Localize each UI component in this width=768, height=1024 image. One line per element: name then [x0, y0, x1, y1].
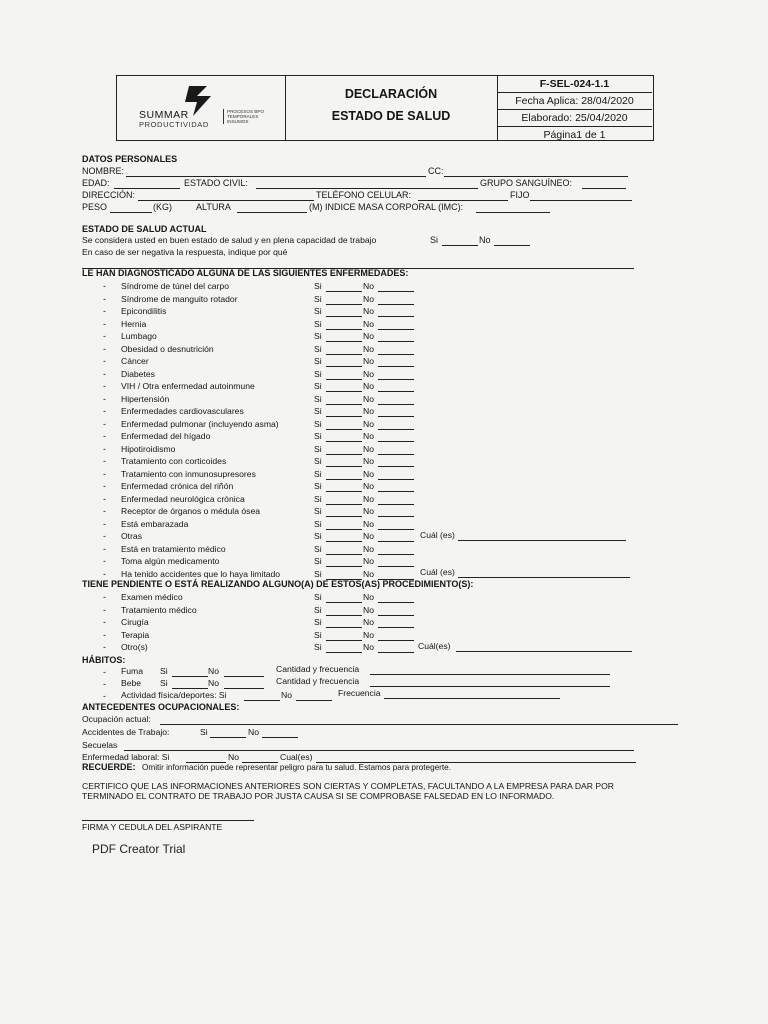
enfermedades-no-field[interactable] [378, 516, 414, 517]
procedimientos-no-field[interactable] [378, 602, 414, 603]
cual-otras-field[interactable] [458, 540, 626, 541]
secuelas-label: Secuelas [82, 740, 118, 750]
elaborado: Elaborado: 25/04/2020 [497, 110, 652, 127]
enfermedades-si-field[interactable] [326, 366, 362, 367]
enfermedades-no-label: No [363, 418, 374, 429]
bullet: - [103, 293, 106, 304]
procedimientos-item-label: Examen médico [121, 592, 183, 602]
meta-cell [497, 76, 652, 140]
enfermedades-si-field[interactable] [326, 566, 362, 567]
procedimientos-si-field[interactable] [326, 652, 362, 653]
enfermedades-no-label: No [363, 518, 374, 529]
enfermedades-item-label: Está embarazada [121, 518, 189, 529]
enfermedades-item-label: Está en tratamiento médico [121, 543, 226, 554]
bullet: - [103, 568, 106, 579]
pagina: Página1 de 1 [543, 129, 606, 141]
enfermedades-item-label: Otras [121, 531, 143, 541]
telefono-field[interactable] [418, 200, 508, 201]
cc-field[interactable] [444, 176, 628, 177]
accidentes-no-field[interactable] [262, 737, 298, 738]
edad-label: EDAD: [82, 178, 110, 188]
actividad-frecuencia: Frecuencia [338, 688, 381, 698]
enfermedades-item-label: Hernia [121, 318, 147, 329]
procedimientos-item-label: Terapia [121, 629, 150, 640]
enfermedades-no-field[interactable] [378, 479, 414, 480]
actividad-no: No [281, 690, 292, 700]
kg-label: (KG) [153, 202, 172, 212]
bullet: - [103, 531, 106, 541]
bullet: - [103, 543, 106, 554]
enfermedades-item-label: Hipertensión [121, 393, 170, 404]
estado-si-field[interactable] [442, 245, 478, 246]
enfermedades-item-label: Hipotiroidismo [121, 443, 176, 454]
enfermedades-no-label: No [363, 293, 374, 304]
doc-title-2: ESTADO DE SALUD [331, 109, 451, 123]
procedimientos-si-label: Si [314, 604, 322, 615]
enfermedades-item-label: Receptor de órganos o médula ósea [121, 506, 261, 516]
procedimientos-no-label: No [363, 617, 374, 627]
secuelas-field[interactable] [124, 750, 634, 751]
firma-label: FIRMA Y CEDULA DEL ASPIRANTE [82, 822, 223, 832]
enfermedades-no-label: No [363, 443, 374, 454]
enfermedades-no-label: No [363, 343, 374, 354]
procedimientos-item-label: Tratamiento médico [121, 604, 197, 615]
enfermedades-si-field[interactable] [326, 554, 362, 555]
procedimientos-si-field[interactable] [326, 615, 362, 616]
enf-laboral-no: No [228, 752, 239, 762]
enfermedades-si-label: Si [314, 531, 322, 541]
enfermedades-no-label: No [363, 493, 374, 504]
estado-heading: ESTADO DE SALUD ACTUAL [82, 224, 207, 234]
doc-title-1: DECLARACIÓN [344, 87, 438, 101]
bebe-no-field[interactable] [224, 688, 264, 689]
enfermedades-no-field[interactable] [378, 316, 414, 317]
bullet: - [103, 281, 106, 291]
enfermedades-item-label: Enfermedad neurológica crónica [121, 493, 245, 504]
enfermedades-item-label: Enfermedad del hígado [121, 431, 211, 441]
procedimientos-no-field[interactable] [378, 615, 414, 616]
bullet: - [103, 506, 106, 516]
proc-cual-label: Cuál(es) [418, 641, 451, 651]
enfermedades-no-label: No [363, 368, 374, 379]
bullet: - [103, 468, 106, 479]
recuerde-label: RECUERDE: [82, 762, 136, 772]
procedimientos-no-label: No [363, 592, 374, 602]
enfermedades-no-field[interactable] [378, 466, 414, 467]
procedimientos-si-label: Si [314, 617, 322, 627]
actividad-no-field[interactable] [296, 700, 332, 701]
procedimientos-si-field[interactable] [326, 627, 362, 628]
enfermedades-si-field[interactable] [326, 329, 362, 330]
enfermedades-si-label: Si [314, 293, 322, 304]
imc-field[interactable] [476, 212, 550, 213]
enfermedades-no-label: No [363, 556, 374, 566]
procedimientos-si-label: Si [314, 642, 322, 652]
accidentes-no: No [248, 727, 259, 737]
certifico-line-1: CERTIFICO QUE LAS INFORMACIONES ANTERIORES SON CIERTAS Y COMPLETAS, FACULTANDO A LA EMPRESA PARA DAR POR [82, 781, 614, 791]
enfermedades-item-label: Síndrome de manguito rotador [121, 293, 238, 304]
enfermedades-item-label: Lumbago [121, 331, 157, 341]
enfermedades-item-label: Toma algún medicamento [121, 556, 220, 566]
enfermedades-si-label: Si [314, 381, 322, 391]
nombre-field[interactable] [126, 176, 426, 177]
altura-field[interactable] [237, 212, 307, 213]
accidentes-label: Accidentes de Trabajo: [82, 727, 170, 737]
enfermedades-item-label: Tratamiento con inmunosupresores [121, 468, 256, 479]
procedimientos-no-field[interactable] [378, 640, 414, 641]
enfermedades-heading: LE HAN DIAGNOSTICADO ALGUNA DE LAS SIGUIENTES ENFERMEDADES: [82, 268, 409, 278]
enfermedades-no-field[interactable] [378, 541, 414, 542]
enfermedades-si-label: Si [314, 368, 322, 379]
fijo-label: FIJO [510, 190, 530, 200]
enfermedades-no-field[interactable] [378, 566, 414, 567]
imc-label: (M) INDICE MASA CORPORAL (IMC): [309, 202, 464, 212]
certifico-line-2: TERMINADO EL CONTRATO DE TRABAJO POR JUSTA CAUSA SI SE COMPROBASE FALSEDAD EN LO INFORMADO. [82, 791, 555, 801]
enfermedades-no-label: No [363, 543, 374, 554]
bebe-label: Bebe [121, 678, 142, 688]
enfermedades-no-label: No [363, 306, 374, 316]
fuma-cantidad: Cantidad y frecuencia [276, 664, 360, 674]
enfermedades-no-field[interactable] [378, 491, 414, 492]
enfermedades-si-label: Si [314, 468, 322, 479]
enfermedades-si-field[interactable] [326, 491, 362, 492]
enfermedades-no-field[interactable] [378, 441, 414, 442]
fecha-aplica: Fecha Aplica: 28/04/2020 [497, 93, 652, 110]
fuma-cantidad-field[interactable] [370, 674, 610, 675]
estado-no: No [479, 235, 491, 245]
bullet: - [103, 306, 106, 316]
enfermedades-si-label: Si [314, 543, 322, 554]
enfermedades-no-label: No [363, 393, 374, 404]
enfermedades-si-field[interactable] [326, 504, 362, 505]
enfermedades-no-label: No [363, 468, 374, 479]
enfermedades-si-label: Si [314, 506, 322, 516]
actividad-frecuencia-field[interactable] [384, 698, 560, 699]
bullet: - [103, 418, 106, 429]
grupo-field[interactable] [582, 188, 626, 189]
procedimientos-no-label: No [363, 604, 374, 615]
enfermedades-si-label: Si [314, 556, 322, 566]
enfermedades-si-label: Si [314, 481, 322, 491]
accidentes-si-field[interactable] [210, 737, 246, 738]
bullet: - [103, 617, 106, 627]
bullet: - [103, 667, 106, 677]
enfermedades-si-label: Si [314, 443, 322, 454]
telefono-label: TELÉFONO CELULAR: [316, 190, 412, 200]
procedimientos-si-field[interactable] [326, 602, 362, 603]
enfermedades-no-field[interactable] [378, 366, 414, 367]
procedimientos-no-label: No [363, 629, 374, 640]
enfermedades-no-label: No [363, 406, 374, 416]
fuma-label: Fuma [121, 666, 143, 676]
enfermedades-si-label: Si [314, 406, 322, 416]
company-name-2: PRODUCTIVIDAD [139, 120, 209, 129]
enfermedades-no-label: No [363, 456, 374, 466]
company-name: SUMMAR [139, 109, 189, 121]
enfermedades-no-field[interactable] [378, 354, 414, 355]
cual-accidentes-field[interactable] [458, 577, 630, 578]
actividad-label: Actividad física/deportes: Si [121, 690, 227, 700]
fuma-no: No [208, 666, 219, 676]
enfermedades-item-label: Enfermedad crónica del riñón [121, 481, 234, 491]
bullet: - [103, 518, 106, 529]
procedimientos-no-label: No [363, 642, 374, 652]
enfermedades-no-field[interactable] [378, 379, 414, 380]
procedimientos-si-field[interactable] [326, 640, 362, 641]
grupo-label: GRUPO SANGUÍNEO: [480, 178, 573, 188]
enfermedad-laboral-label: Enfermedad laboral: Si [82, 752, 170, 762]
nombre-label: NOMBRE: [82, 166, 125, 176]
enfermedades-no-field[interactable] [378, 429, 414, 430]
estado-q1: Se considera usted en buen estado de salud y en plena capacidad de trabajo [82, 235, 377, 245]
enfermedades-item-label: Obesidad o desnutrición [121, 343, 214, 354]
bullet: - [103, 556, 106, 566]
ocupacionales-heading: ANTECEDENTES OCUPACIONALES: [82, 702, 240, 712]
datos-heading: DATOS PERSONALES [82, 154, 178, 164]
bullet: - [103, 406, 106, 416]
habitos-heading: HÁBITOS: [82, 655, 126, 665]
enfermedades-si-field[interactable] [326, 291, 362, 292]
enfermedades-no-field[interactable] [378, 291, 414, 292]
enf-laboral-cual: Cual(es) [280, 752, 313, 762]
enfermedades-item-label: Cáncer [121, 356, 149, 366]
enfermedades-no-field[interactable] [378, 504, 414, 505]
enfermedades-item-label: Diabetes [121, 368, 155, 379]
enfermedades-item-label: VIH / Otra enfermedad autoinmune [121, 381, 255, 391]
enfermedades-si-field[interactable] [326, 454, 362, 455]
enfermedades-no-label: No [363, 356, 374, 366]
bullet: - [103, 431, 106, 441]
enfermedades-no-field[interactable] [378, 529, 414, 530]
estado-civil-label: ESTADO CIVIL: [184, 178, 248, 188]
estado-civil-field[interactable] [256, 188, 478, 189]
enfermedades-no-field[interactable] [378, 304, 414, 305]
enfermedades-no-label: No [363, 331, 374, 341]
bebe-si-field[interactable] [172, 688, 208, 689]
enfermedades-si-field[interactable] [326, 341, 362, 342]
bullet: - [103, 356, 106, 366]
altura-label: ALTURA [196, 202, 231, 212]
enfermedades-item-label: Ha tenido accidentes que lo haya limitado [121, 568, 281, 579]
actividad-si-field[interactable] [244, 700, 280, 701]
bullet: - [103, 592, 106, 602]
enfermedades-si-field[interactable] [326, 316, 362, 317]
bullet: - [103, 456, 106, 466]
ocupacion-label: Ocupación actual: [82, 714, 151, 724]
procedimientos-no-field[interactable] [378, 627, 414, 628]
enfermedades-si-field[interactable] [326, 441, 362, 442]
enfermedades-no-label: No [363, 431, 374, 441]
fuma-no-field[interactable] [224, 676, 264, 677]
bullet: - [103, 679, 106, 689]
enfermedades-no-field[interactable] [378, 416, 414, 417]
enfermedades-si-field[interactable] [326, 429, 362, 430]
enfermedades-si-label: Si [314, 456, 322, 466]
bebe-cantidad: Cantidad y frecuencia [276, 676, 360, 686]
bullet: - [103, 604, 106, 615]
procedimientos-item-label: Otro(s) [121, 642, 148, 652]
bebe-si: Si [160, 678, 168, 688]
enfermedades-item-label: Enfermedad pulmonar (incluyendo asma) [121, 418, 279, 429]
peso-label: PESO [82, 202, 108, 212]
firma-field[interactable] [82, 820, 254, 821]
enfermedades-item-label: Enfermedades cardiovasculares [121, 406, 244, 416]
bullet: - [103, 481, 106, 491]
enfermedades-si-label: Si [314, 568, 322, 579]
enfermedades-si-field[interactable] [326, 516, 362, 517]
enfermedades-si-field[interactable] [326, 466, 362, 467]
enfermedades-si-label: Si [314, 418, 322, 429]
cual-accidentes-label: Cuál (es) [420, 567, 455, 577]
enfermedades-si-field[interactable] [326, 404, 362, 405]
enfermedades-si-field[interactable] [326, 304, 362, 305]
bullet: - [103, 318, 106, 329]
estado-si: Si [430, 235, 439, 245]
enfermedades-si-label: Si [314, 318, 322, 329]
fuma-si-field[interactable] [172, 676, 208, 677]
enfermedades-si-field[interactable] [326, 391, 362, 392]
title-cell [285, 76, 498, 140]
enfermedades-si-field[interactable] [326, 529, 362, 530]
procedimientos-heading: TIENE PENDIENTE O ESTÁ REALIZANDO ALGUNO(A) DE ESTOS(AS) PROCEDIMIENTO(S): [82, 579, 474, 589]
bullet: - [103, 343, 106, 354]
enfermedades-si-field[interactable] [326, 416, 362, 417]
bullet: - [103, 691, 106, 701]
enfermedades-si-label: Si [314, 493, 322, 504]
enfermedades-si-label: Si [314, 518, 322, 529]
enfermedades-si-label: Si [314, 343, 322, 354]
bullet: - [103, 443, 106, 454]
estado-no-field[interactable] [494, 245, 530, 246]
accidentes-si: Si [200, 727, 208, 737]
procedimientos-si-label: Si [314, 629, 322, 640]
bullet: - [103, 629, 106, 640]
bullet: - [103, 331, 106, 341]
estado-q2: En caso de ser negativa la respuesta, indique por qué [82, 247, 288, 257]
enfermedades-no-label: No [363, 318, 374, 329]
enfermedades-si-label: Si [314, 393, 322, 404]
form-header [116, 75, 654, 141]
enfermedades-item-label: Epicondilitis [121, 306, 167, 316]
enfermedades-no-field[interactable] [378, 554, 414, 555]
enfermedades-no-label: No [363, 481, 374, 491]
procedimientos-item-label: Cirugía [121, 617, 149, 627]
bullet: - [103, 368, 106, 379]
bebe-cantidad-field[interactable] [370, 686, 610, 687]
fuma-si: Si [160, 666, 168, 676]
enfermedades-si-label: Si [314, 356, 322, 366]
direccion-field[interactable] [138, 200, 314, 201]
enfermedades-no-field[interactable] [378, 404, 414, 405]
enfermedades-no-label: No [363, 506, 374, 516]
cc-label: CC: [428, 166, 444, 176]
proc-cual-field[interactable] [456, 651, 632, 652]
peso-field[interactable] [110, 212, 152, 213]
enfermedades-item-label: Tratamiento con corticoides [121, 456, 227, 466]
enfermedades-si-field[interactable] [326, 379, 362, 380]
procedimientos-si-label: Si [314, 592, 322, 602]
enfermedades-si-field[interactable] [326, 354, 362, 355]
edad-field[interactable] [114, 188, 180, 189]
recuerde-text: Omitir información puede representar peligro para tu salud. Estamos para protegerte. [142, 763, 452, 772]
pdf-trial-watermark: PDF Creator Trial [92, 842, 186, 856]
enfermedades-no-field[interactable] [378, 329, 414, 330]
enfermedades-si-field[interactable] [326, 479, 362, 480]
procedimientos-no-field[interactable] [378, 652, 414, 653]
bullet: - [103, 393, 106, 404]
enfermedades-si-label: Si [314, 306, 322, 316]
enfermedades-no-field[interactable] [378, 454, 414, 455]
doc-code: F-SEL-024-1.1 [497, 76, 652, 93]
enfermedades-no-label: No [363, 531, 374, 541]
fijo-field[interactable] [530, 200, 632, 201]
enfermedades-si-label: Si [314, 281, 322, 291]
enfermedades-item-label: Síndrome de túnel del carpo [121, 281, 229, 291]
bullet: - [103, 493, 106, 504]
bullet: - [103, 381, 106, 391]
enfermedades-no-field[interactable] [378, 391, 414, 392]
logo-cell [117, 76, 286, 140]
ocupacion-field[interactable] [160, 724, 678, 725]
enfermedades-si-field[interactable] [326, 541, 362, 542]
enfermedades-no-field[interactable] [378, 341, 414, 342]
bebe-no: No [208, 678, 219, 688]
company-tagline: PROCESOS BPO TEMPORALES INSUMOS [223, 109, 275, 124]
enfermedades-no-label: No [363, 281, 374, 291]
enfermedades-no-label: No [363, 568, 374, 579]
enfermedades-si-label: Si [314, 431, 322, 441]
enfermedades-no-label: No [363, 381, 374, 391]
bullet: - [103, 642, 106, 652]
direccion-label: DIRECCIÓN: [82, 190, 136, 200]
cual-otras-label: Cuál (es) [420, 530, 455, 540]
enfermedades-si-label: Si [314, 331, 322, 341]
